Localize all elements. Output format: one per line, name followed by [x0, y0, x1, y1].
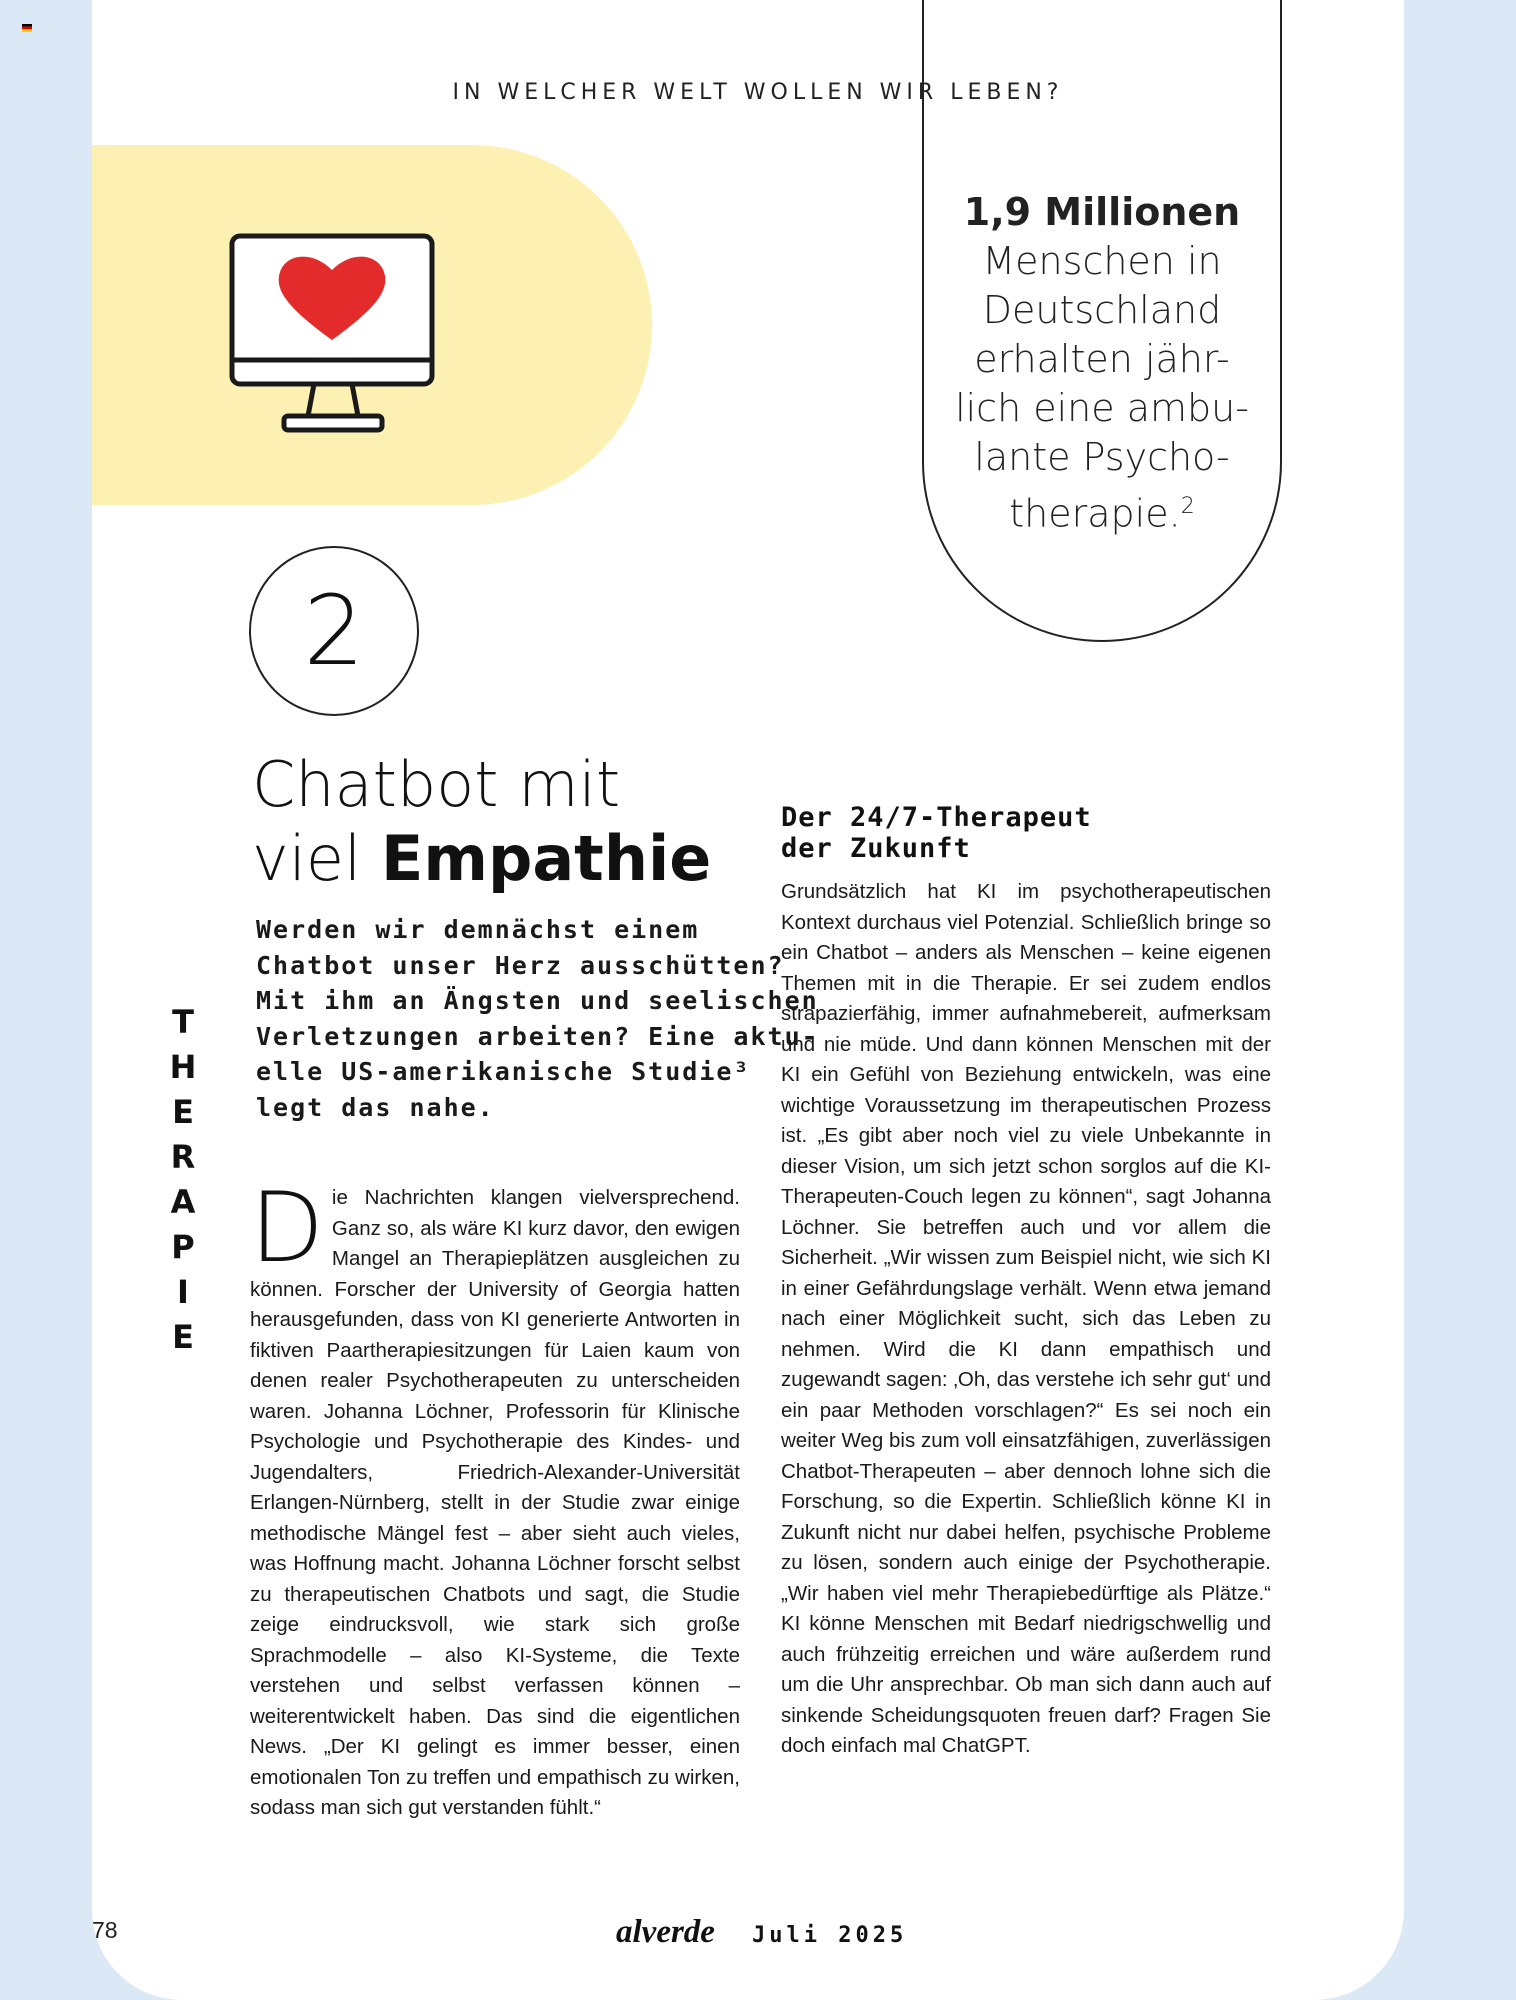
- article-intro: Werden wir demnächst einem Chatbot unser Herz ausschütten? Mit ihm an Ängsten und seelischen Verletzungen arbeiten? Eine elle US-amerikanische Studie³ legt das nahe.: [256, 915, 819, 1122]
- title-line-1: Chatbot mit: [252, 748, 621, 821]
- stat-line-last: [922, 482, 1282, 539]
- stat-line: erhalten jähr-: [974, 337, 1230, 381]
- flag-icon: [22, 24, 32, 32]
- right-column: Grundsätzlich hat KI im psychotherapeutischen Kontext durchaus viel Potenzial. Schließlich bringe so ein Chatbot – anders als Menschen – keine eigenen Themen mit in die Therapie. Er sei zudem endlos strapazierfähig, immer aufnahmebereit, aufmerksam und nie müde. Und dann können Menschen mit der KI ein Gefühl von Beziehung entwickeln, was eine wichtige Voraussetzung im therapeutischen Prozess ist. „Es gibt aber noch viel zu viele Unbekannte in dieser Vision, um sich jetzt schon sorglos auf die KI-Therapeuten-Couch legen zu können“, sagt Johanna Löchner. Sie betreffen auch und vor allem die Sicherheit. „Wir wissen zum Beispiel nicht, wie sich KI in einer Gefährdungslage verhält. Wenn etwa jemand nach einer Möglichkeit sucht, sich das Leben zu nehmen. Wird die KI dann empathisch und zugewandt sagen: ‚Oh, das verstehe ich sehr gut‘ und ein paar Methoden vorschlagen?“ Es sei noch ein weiter Weg bis zum voll einsatzfähigen, zuverlässigen Chatbot-Therapeuten – aber dennoch lohne sich die Forschung, so die Expertin. Schließlich könne KI in Zukunft nicht nur dabei helfen, psychische Probleme zu lösen, sondern auch einige der Psychotherapie. „Wir haben viel mehr Therapiebedürftige als Plätze.“ KI könne Menschen mit Bedarf niedrigschwellig und auch frühzeitig erreichen und wäre außerdem rund um die Uhr ansprechbar. Ob man sich dann auch auf sinkende Scheidungsquoten freuen darf? Fragen Sie doch einfach mal ChatGPT.: [781, 880, 1271, 1757]
- stat-line: lante Psycho-: [974, 435, 1230, 479]
- section-subhead: [781, 802, 1271, 864]
- stat-line: Menschen in: [982, 239, 1222, 283]
- stat-highlight: 1,9 Millionen: [963, 190, 1241, 234]
- page-number: 78: [92, 1917, 118, 1943]
- article-title: [252, 748, 752, 896]
- issue-date: Juli 2025: [752, 1923, 908, 1948]
- stat-line: lich eine ambu-: [955, 386, 1249, 430]
- title-line-2-light: viel: [252, 822, 381, 895]
- left-column-text: ie Nachrichten klangen vielversprechend. Ganz so, als wäre KI kurz davor, den ewigen Mangel an Therapieplätzen ausgleichen zu können. Forscher der University of Georgia hatten herausgefunden, dass von KI generierte Antworten in fiktiven Paartherapiesitzungen für Laien kaum von denen realer Psychotherapeuten zu unterscheiden waren. Johanna Löchner, Professorin für Klinische Psychologie und Psychotherapie des Kindes- und Jugendalters, Friedrich-Alexander-Universität Erlangen-Nürnberg, stellt in der Studie zwar einige methodische Mängel fest – aber sieht auch vieles, was Hoffnung macht. Johanna Löchner forscht selbst zu therapeutischen Chatbots und sagt, die Studie zeige eindrucksvoll, wie stark sich große Sprachmodelle – also KI-Systeme, die Texte verstehen und selbst verfassen können – weiterentwickelt haben. Das sind die eigentlichen News. „Der KI gelingt es immer besser, einen emotionalen Ton zu treffen und empathisch zu wirken, sodass man sich gut verstanden fühlt.“: [250, 1186, 740, 1819]
- subhead-line-2: der Zukunft: [781, 833, 971, 864]
- drop-cap: D: [250, 1172, 324, 1284]
- stat-box: [922, 188, 1282, 539]
- monitor-heart-icon: [228, 228, 442, 438]
- page-kicker: IN WELCHER WELT WOLLEN WIR LEBEN?: [452, 80, 1064, 105]
- section-label: THERAPIE: [169, 1003, 197, 1356]
- left-column: [250, 1172, 740, 1824]
- stat-line: therapie.: [1009, 491, 1181, 536]
- brand-logo: alverde: [616, 1914, 715, 1950]
- subhead-line-1: Der 24/7-Therapeut: [781, 802, 1092, 833]
- stat-footnote: 2: [1180, 494, 1195, 519]
- stat-line: Deutschland: [982, 288, 1222, 332]
- title-line-2-bold: Empathie: [381, 822, 712, 895]
- article-number: 2: [249, 546, 419, 716]
